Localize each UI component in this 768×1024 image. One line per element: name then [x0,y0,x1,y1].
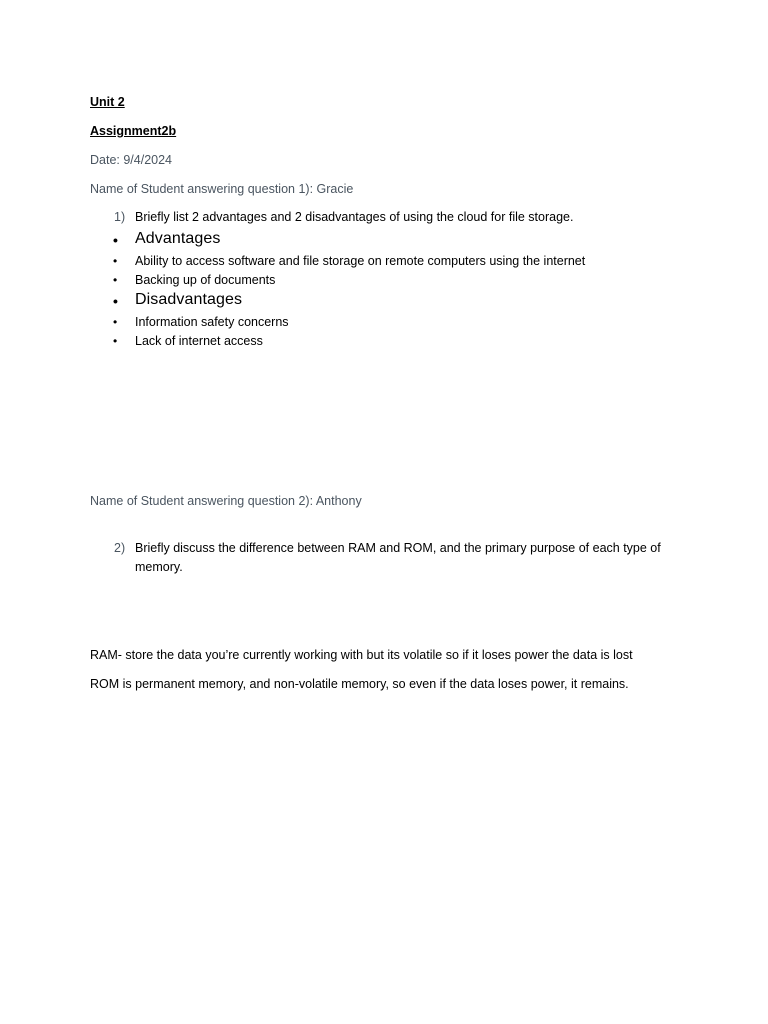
answer-ram: RAM- store the data you’re currently working with but its volatile so if it loses power the data is lost [90,648,633,662]
advantage-1-text: Ability to access software and file storage on remote computers using the internet [135,254,586,268]
assignment-heading: Assignment2b [90,124,177,138]
date-line: Date: 9/4/2024 [90,153,173,167]
student-q1-line: Name of Student answering question 1): Gracie [90,182,354,196]
question-2-text: Briefly discuss the difference between RAM and ROM, and the primary purpose of each type of memory. [135,541,661,574]
advantage-2-text: Backing up of documents [135,273,276,287]
bullet-icon: • [113,232,118,248]
disadvantage-1-text: Information safety concerns [135,315,289,329]
disadvantage-2-text: Lack of internet access [135,334,263,348]
bullet-icon: • [113,254,118,268]
bullet-icon: • [113,273,118,287]
disadvantages-heading: Disadvantages [135,291,243,308]
bullet-icon: • [113,334,118,348]
advantages-heading: Advantages [135,230,221,247]
answer-rom: ROM is permanent memory, and non-volatile memory, so even if the data loses power, it remains. [90,677,629,691]
question-1-number: 1) [114,210,126,224]
question-1-text: Briefly list 2 advantages and 2 disadvantages of using the cloud for file storage. [135,210,574,224]
unit-heading: Unit 2 [90,95,125,109]
bullet-icon: • [113,293,118,309]
student-q2-line: Name of Student answering question 2): Anthony [90,494,362,508]
question-2-number: 2) [114,541,126,555]
bullet-icon: • [113,315,118,329]
